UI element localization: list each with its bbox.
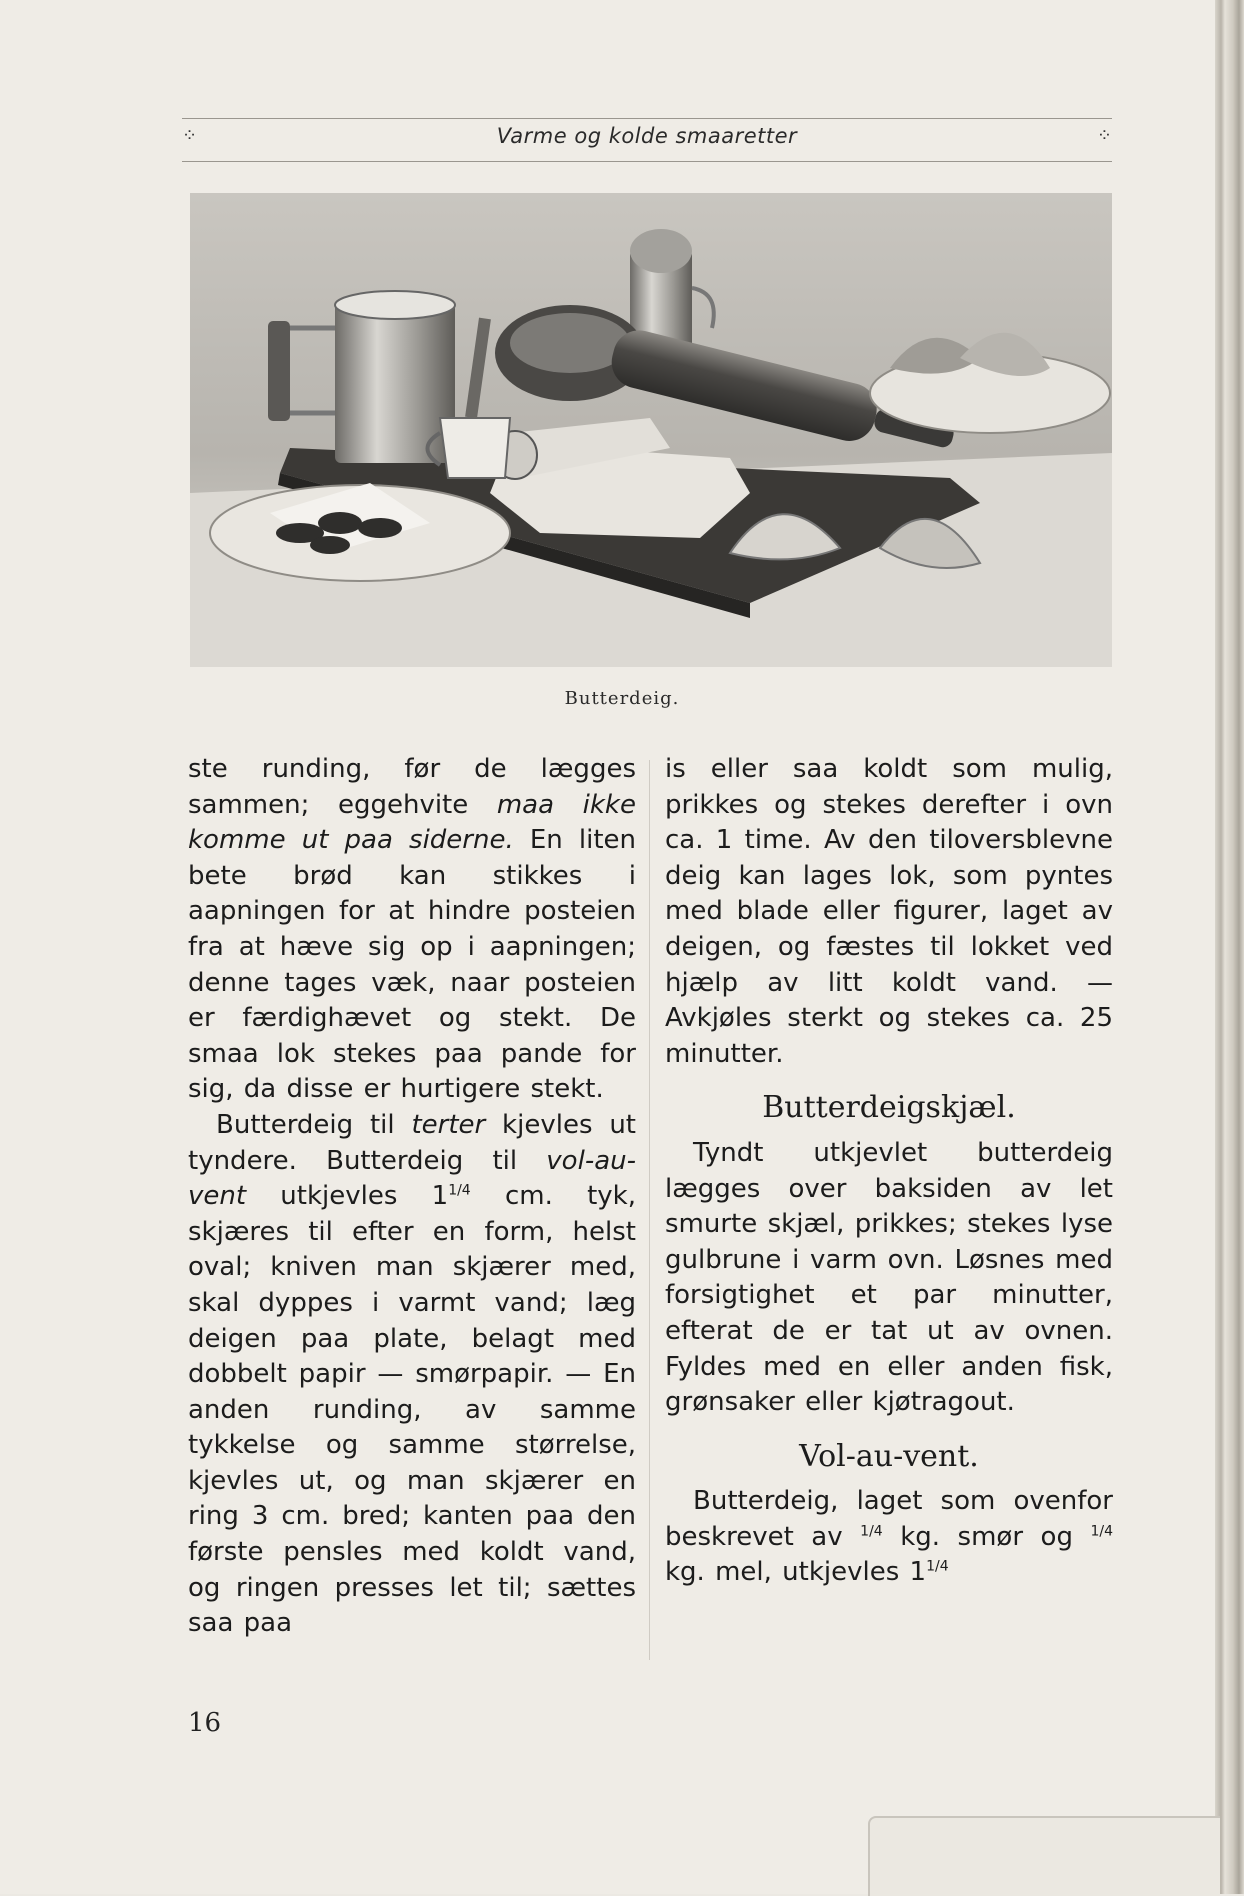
page-edge [1215,0,1244,1894]
fraction: 1/4 [448,1182,471,1199]
column-divider [649,760,650,1660]
left-column [188,752,636,1642]
fraction: 1/4 [1090,1523,1113,1540]
fraction: 1/4 [926,1558,949,1575]
right-paragraph-2: Tyndt utkjevlet butterdeig lægges over baksiden av let smurte skjæl, prikkes; stekes lyse gulbrune i varm ovn. Løsnes med forsigtighet et par minutter, efterat de er tat ut av ovnen. Fyldes med en eller anden fisk, grønsaker eller kjøtragout. [665,1137,1113,1418]
right-paragraph-1: is eller saa koldt som mulig, prikkes og stekes derefter i ovn ca. 1 time. Av den tiloversblevne deig kan lages lok, som pyntes med blade eller figurer, laget av deigen, og fæstes til lokket ved hjælp av litt koldt vand. — Avkjøles sterkt og stekes ca. 25 minutter. [665,754,1113,1069]
right-paragraph-3: Butterdeig, laget som ovenfor beskrevet av $^{1/4}$ kg. smør og $^{1/4}$ kg. mel, utkjevles $1^{1/4}$ [665,1486,1113,1588]
ornament-left-icon: ⁘ [182,125,198,146]
ornament-right-icon: ⁘ [1096,125,1112,146]
running-head [182,118,1112,162]
left-paragraph-1: ste runding, før de lægges sammen; eggehvite maa ikke komme ut paa siderne. En liten bete brød kan stikkes i aapningen for at hindre posteien fra at hæve sig op i aapningen; denne tages væk, naar posteien er færdighævet og stekt. De smaa lok stekes paa pande for sig, da disse er hurtigere stekt. [188,754,636,1105]
right-column [665,752,1113,1591]
heading-vol-au-vent: Vol-au-vent. [799,1438,979,1474]
baking-tools-photo [190,193,1112,667]
fraction: 1/4 [860,1523,883,1540]
heading-butterdeigskjael: Butterdeigskjæl. [762,1090,1016,1126]
page-number: 16 [188,1708,222,1738]
page-tab [868,1816,1220,1896]
left-paragraph-2: Butterdeig til terter kjevles ut tyndere. Butterdeig til vol-au-vent utkjevles $1^{1/4}$ cm. tyk, skjæres til efter en form, helst oval; kniven man skjærer med, skal dyppes i varmt vand; læg deigen paa plate, belagt med dobbelt papir — smørpapir. — En anden runding, av samme tykkelse og samme størrelse, kjevles ut, og man skjærer en ring 3 cm. bred; kanten paa den første pensles med koldt vand, og ringen presses let til; sættes saa paa [188,1109,636,1639]
running-title: Varme og kolde smaaretter [496,124,798,148]
photo-illustration [190,193,1112,667]
figure-caption: Butterdeig. [564,688,680,709]
